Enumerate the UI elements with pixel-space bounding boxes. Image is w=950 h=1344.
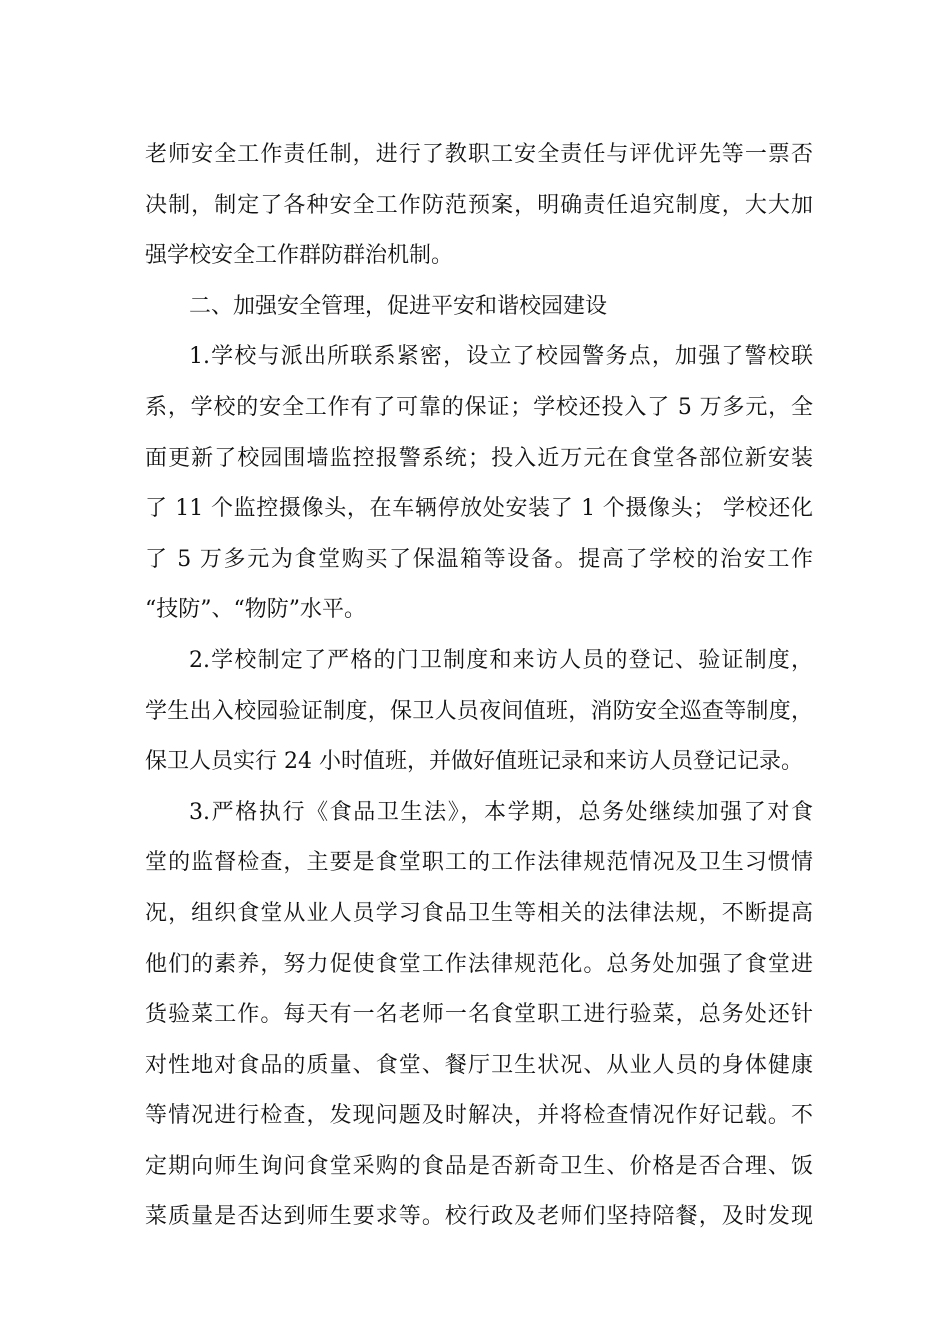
paragraph-item-3 [145, 788, 813, 1243]
text-line: 二、加强安全管理，促进平安和谐校园建设 [189, 293, 608, 319]
paragraph-item-1 [145, 332, 813, 636]
text-line: 强学校安全工作群防群治机制。 [145, 243, 454, 269]
text-line: 菜质量是否达到师生要求等。校行政及老师们坚持陪餐，及时发现 [145, 1204, 813, 1230]
text-line: 老师安全工作责任制，进行了教职工安全责任与评优评先等一票否 [145, 142, 813, 167]
text-line: “技防”、“物防”水平。 [145, 597, 366, 623]
text-line: 货验菜工作。每天有一名老师一名食堂职工进行验菜，总务处还针 [145, 1002, 813, 1028]
text-line: 学生出入校园验证制度，保卫人员夜间值班，消防安全巡查等制度， [145, 698, 813, 724]
body-text [145, 130, 813, 1243]
text-line: 等情况进行检查，发现问题及时解决，并将检查情况作好记载。不 [145, 1103, 813, 1129]
text-line: 了 5 万多元为食堂购买了保温箱等设备。提高了学校的治安工作 [145, 546, 813, 572]
paragraph-item-2 [145, 636, 813, 788]
text-line: 保卫人员实行 24 小时值班，并做好值班记录和来访人员登记记录。 [145, 749, 803, 775]
text-line: 定期向师生询问食堂采购的食品是否新奇卫生、价格是否合理、饭 [145, 1153, 813, 1179]
text-line: 系，学校的安全工作有了可靠的保证；学校还投入了 5 万多元，全 [145, 394, 813, 420]
text-line: 2.学校制定了严格的门卫制度和来访人员的登记、验证制度， [189, 647, 813, 673]
text-line: 他们的素养，努力促使食堂工作法律规范化。总务处加强了食堂进 [145, 951, 813, 977]
text-line: 堂的监督检查，主要是食堂职工的工作法律规范情况及卫生习惯情 [145, 850, 813, 876]
section-heading-safety-management [145, 282, 813, 333]
text-line: 3.严格执行《食品卫生法》，本学期，总务处继续加强了对食 [189, 799, 813, 825]
text-line: 况，组织食堂从业人员学习食品卫生等相关的法律法规，不断提高 [145, 900, 813, 926]
text-line: 面更新了校园围墙监控报警系统；投入近万元在食堂各部位新安装 [145, 445, 813, 471]
text-line: 了 11 个监控摄像头，在车辆停放处安装了 1 个摄像头； 学校还化 [145, 496, 813, 522]
paragraph-safety-responsibility [145, 130, 813, 282]
text-line: 决制，制定了各种安全工作防范预案，明确责任追究制度，大大加 [145, 192, 813, 218]
text-line: 对性地对食品的质量、食堂、餐厅卫生状况、从业人员的身体健康 [145, 1052, 813, 1078]
text-line: 1.学校与派出所联系紧密，设立了校园警务点，加强了警校联 [189, 344, 813, 370]
